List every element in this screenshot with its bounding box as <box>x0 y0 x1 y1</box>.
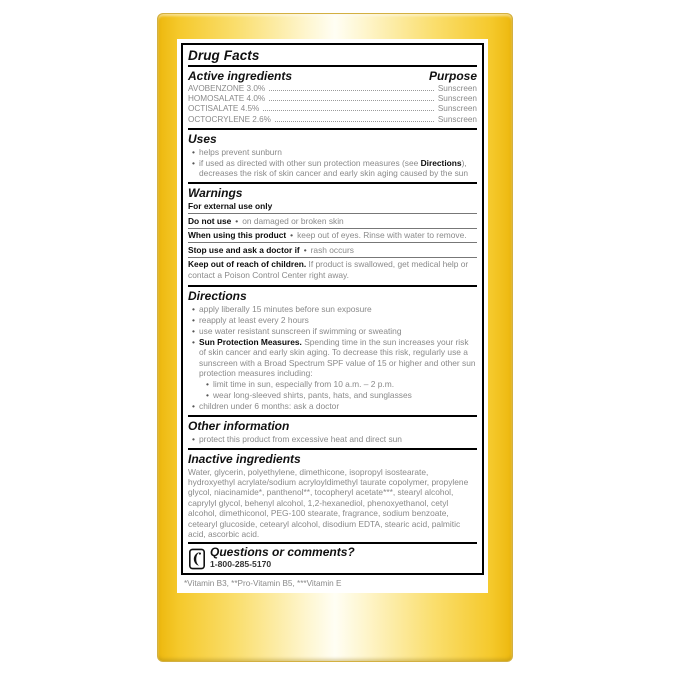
directions-sub-bullet: • limit time in sun, especially from 10 a.m. – 2 p.m. <box>206 378 395 389</box>
warning-row: Stop use and ask a doctor if • rash occurs <box>188 242 477 257</box>
section-questions <box>188 542 477 571</box>
dotted-leader <box>263 109 434 111</box>
active-ingredient-row: AVOBENZONE 3.0% Sunscreen <box>188 84 477 93</box>
phone-icon <box>189 548 205 570</box>
directions-bullet: • reapply at least every 2 hours <box>192 315 309 325</box>
uses-heading: Uses <box>188 131 217 146</box>
dotted-leader <box>269 99 434 101</box>
directions-heading: Directions <box>188 289 247 304</box>
section-other-information <box>188 415 477 448</box>
section-directions <box>188 285 477 415</box>
drug-facts-title: Drug Facts <box>188 48 260 63</box>
dotted-leader <box>269 89 434 91</box>
dotted-leader <box>275 120 434 122</box>
drug-facts-label <box>177 39 488 593</box>
section-active-ingredients <box>188 65 477 128</box>
external-use-line: For external use only <box>188 201 273 212</box>
directions-bullet: • children under 6 months: ask a doctor <box>192 400 340 411</box>
other-information-bullet: • protect this product from excessive heat and direct sun <box>192 433 402 444</box>
drug-facts-panel <box>181 43 484 575</box>
purpose-heading: Purpose <box>428 69 477 83</box>
inactive-ingredients-text: Water, glycerin, polyethylene, dimethicone, isopropyl isostearate, hydroxyethyl acrylate/sodium acryloyldimethyl taurate copolymer, propylene glycol, niacinamide*, panthenol**, tocopheryl acetate***, stearyl alcohol, caprylyl glycol, behenyl alcohol, 1,2-hexanediol, phenoxyethanol, cetyl alcohol, dimethiconol, PEG-100 stearate, fragrance, sodium benzoate, cetearyl glucoside, cetearyl alcohol, disodium EDTA, stearic acid, palmitic acid, ascorbic acid. <box>188 466 469 539</box>
directions-sub-bullet: • wear long-sleeved shirts, pants, hats, and sunglasses <box>206 389 412 400</box>
active-ingredient-row: HOMOSALATE 4.0% Sunscreen <box>188 94 477 104</box>
warning-row: Do not use • on damaged or broken skin <box>188 213 477 228</box>
vitamin-footnote: *Vitamin B3, **Pro-Vitamin B5, ***Vitamin E <box>184 579 342 589</box>
active-ingredients-heading: Active ingredients <box>188 69 293 83</box>
questions-phone-number: 1-800-285-5170 <box>210 559 272 570</box>
warnings-heading: Warnings <box>188 186 243 201</box>
uses-bullet: • helps prevent sunburn <box>192 146 282 157</box>
directions-bullet: • use water resistant sunscreen if swimming or sweating <box>192 325 402 336</box>
section-inactive-ingredients <box>188 448 477 543</box>
warning-row: When using this product • keep out of eyes. Rinse with water to remove. <box>188 228 477 243</box>
questions-heading: Questions or comments? <box>210 545 355 560</box>
inactive-ingredients-heading: Inactive ingredients <box>188 451 301 466</box>
keep-out-of-reach-line: Keep out of reach of children. If product is swallowed, get medical help or contact a Poison Control Center right away. <box>188 257 477 282</box>
active-ingredient-row: OCTISALATE 4.5% Sunscreen <box>188 104 477 114</box>
directions-bullet-sun-protection: • Sun Protection Measures. Spending time in the sun increases your risk of skin cancer and early skin aging. To decrease this risk, regularly use a sunscreen with a Broad Spectrum SPF value of 15 or higher and other sun protection measures including: <box>192 336 476 379</box>
other-information-heading: Other information <box>188 418 290 433</box>
active-ingredient-row: OCTOCRYLENE 2.6% Sunscreen <box>188 114 477 124</box>
sunscreen-bottle-back <box>157 13 513 662</box>
uses-bullet: • if used as directed with other sun protection measures (see Directions), decreases the risk of skin cancer and early skin aging caused by the sun <box>192 157 469 179</box>
directions-bullet: • apply liberally 15 minutes before sun exposure <box>192 304 372 315</box>
section-uses <box>188 128 477 182</box>
section-warnings <box>188 182 477 285</box>
